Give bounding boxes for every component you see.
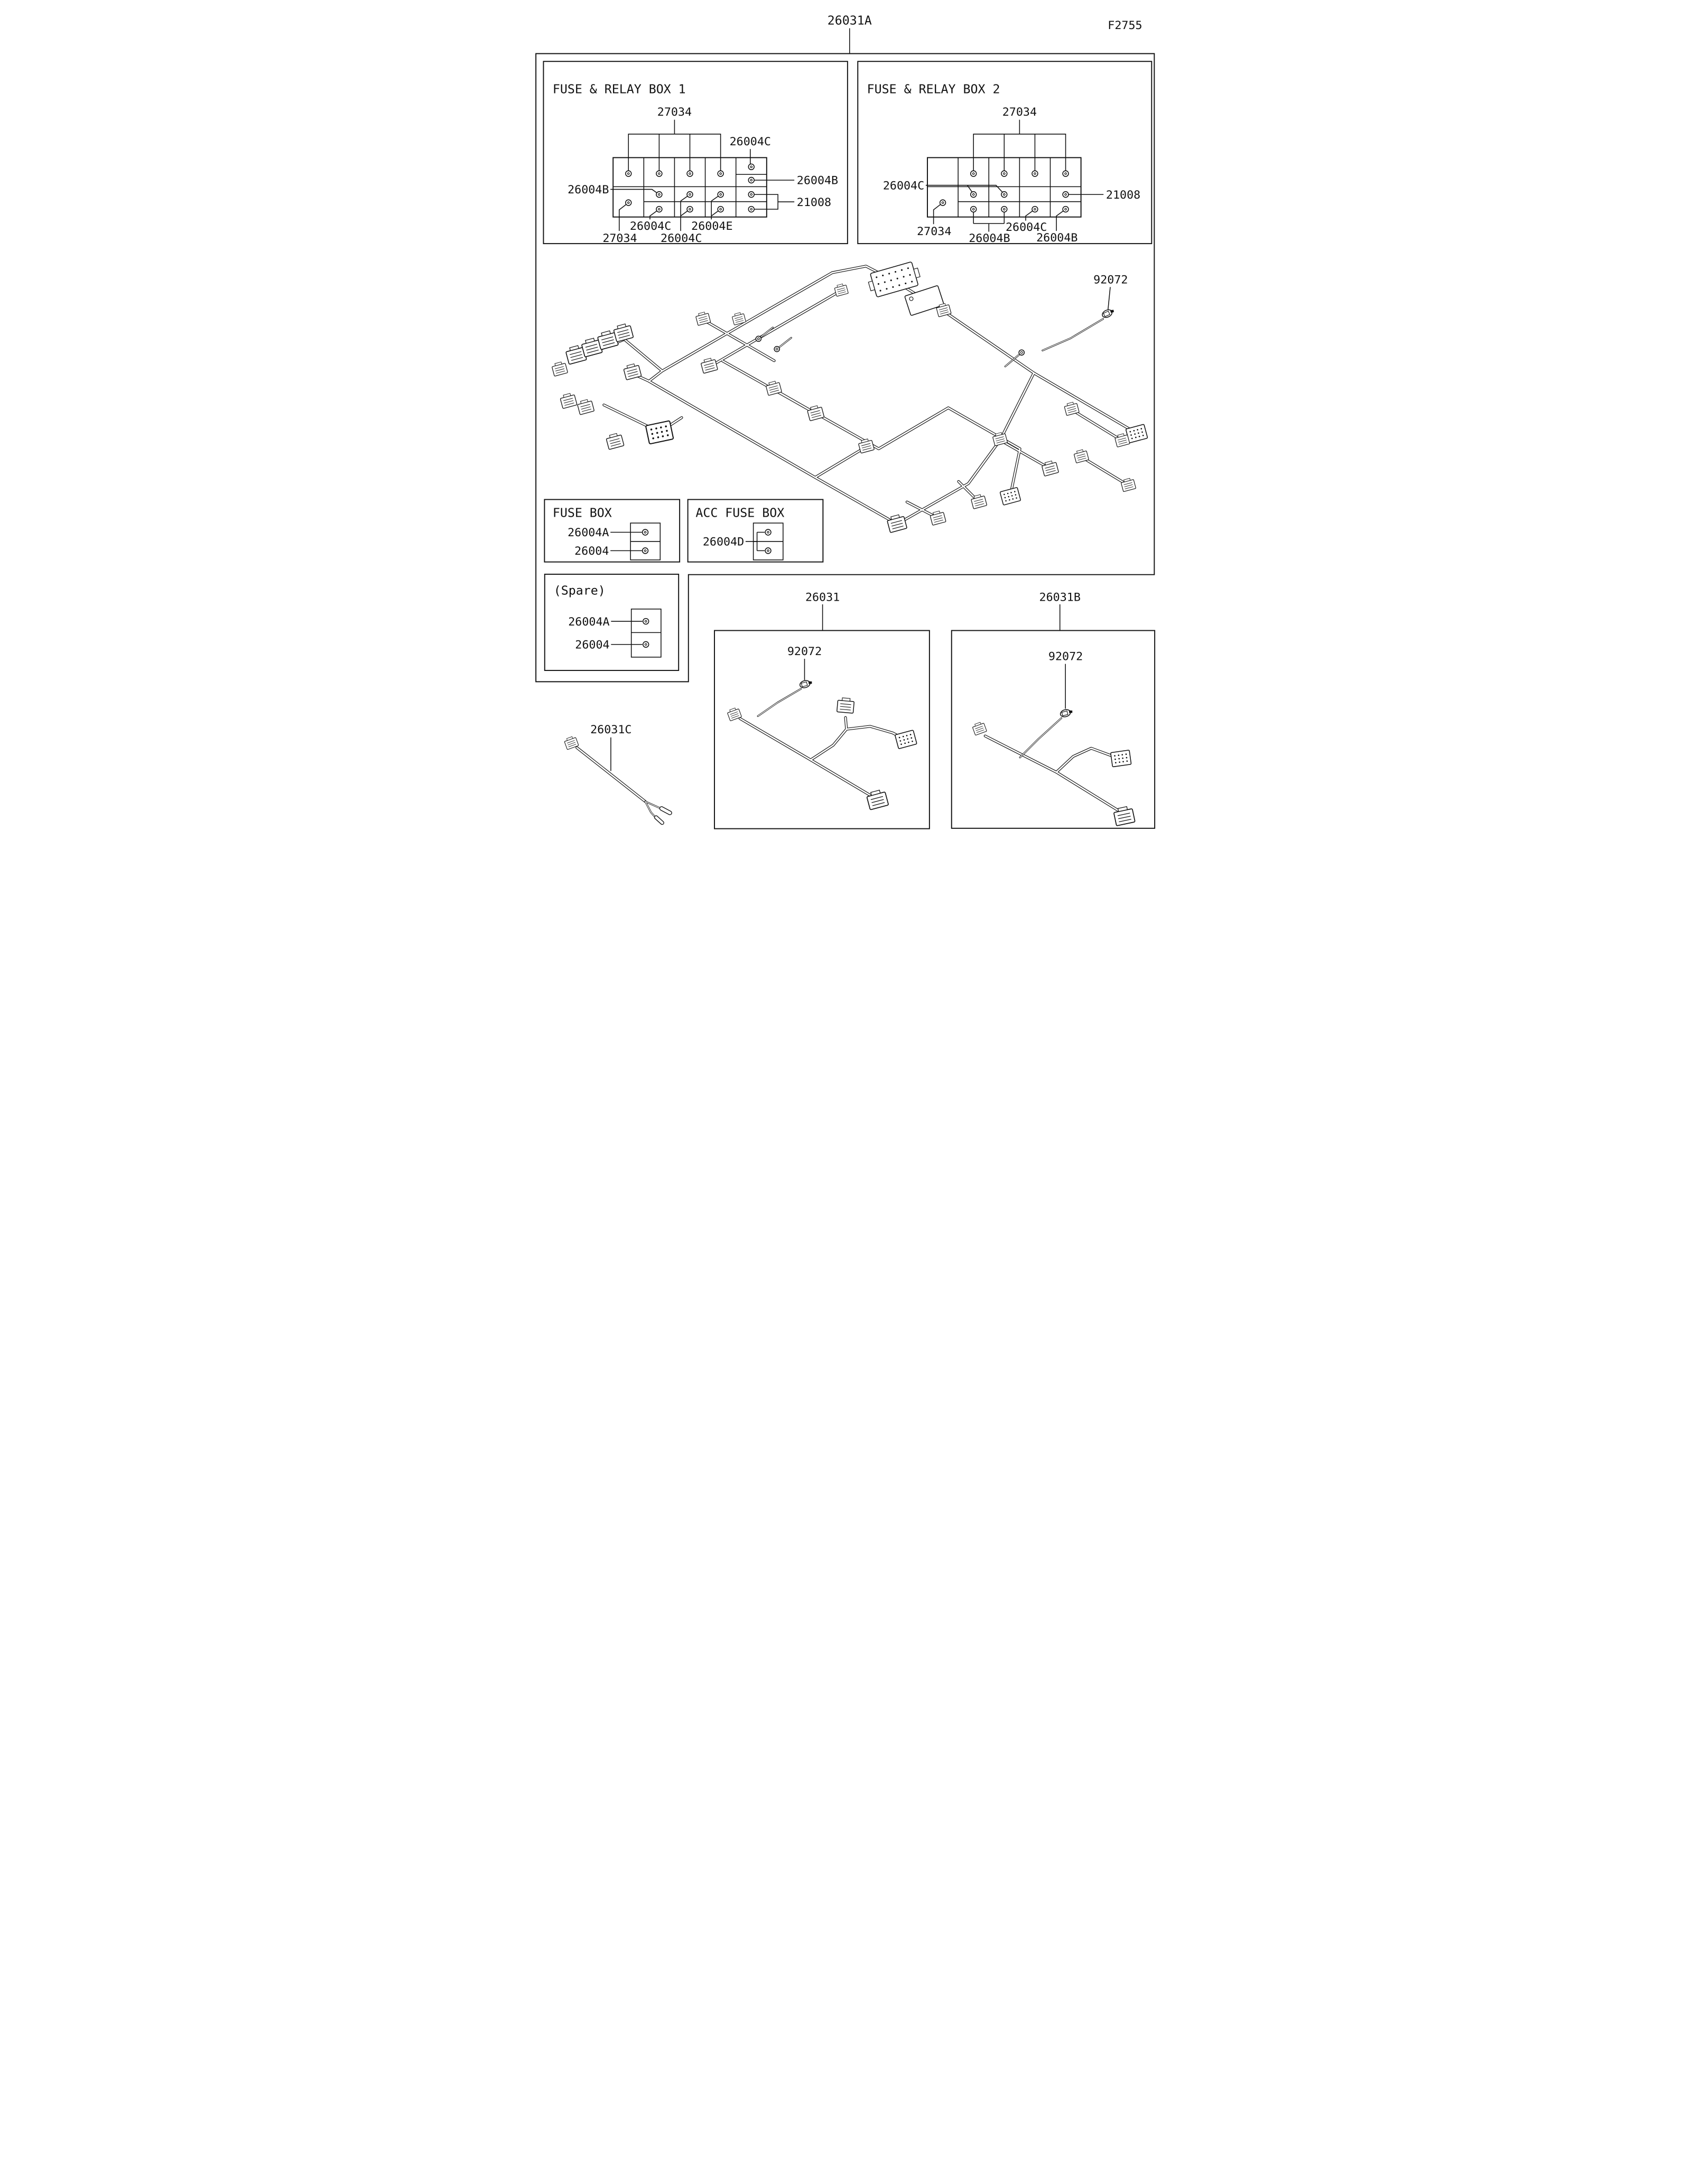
part-label-21008-box2: 21008 — [1105, 188, 1141, 202]
connector-icon — [895, 730, 917, 749]
part-label-26031c: 26031C — [590, 723, 632, 737]
acc-fuse-box-title: ACC FUSE BOX — [695, 506, 785, 520]
part-label-27034-top-box1: 27034 — [657, 105, 692, 119]
part-label-26004c-bot2-box1: 26004C — [661, 232, 702, 246]
fuse-relay-box-1 — [543, 61, 847, 245]
part-label-92072-main: 92072 — [1093, 273, 1128, 287]
leader-27034-bot-box2 — [934, 203, 943, 225]
part-label-26004b-right-box2: 26004B — [1036, 231, 1078, 245]
leader-26004b-right-box2 — [1056, 209, 1065, 231]
fuse-relay-box-2 — [858, 61, 1151, 245]
spare-box — [545, 574, 679, 670]
box1-title: FUSE & RELAY BOX 1 — [552, 82, 686, 97]
sub-harness-26031 — [714, 591, 930, 828]
harness-connectors — [551, 283, 1147, 533]
figure-code: F2755 — [1108, 19, 1142, 33]
part-label-26004d: 26004D — [702, 535, 745, 549]
part-label-21008-box1: 21008 — [796, 195, 832, 209]
sub-harness-26031b — [952, 591, 1155, 828]
bullet-terminal-icon — [659, 806, 672, 816]
part-label-27034-bot-box2: 27034 — [917, 225, 952, 238]
cable-tie-icon-26031b — [1060, 708, 1073, 718]
part-label-26004-fusebox: 26004 — [574, 545, 609, 558]
spare-box-cells — [631, 609, 661, 657]
box2-terminals — [940, 171, 1069, 212]
leader-92072-main — [1108, 287, 1110, 310]
part-label-26004c-top-box1: 26004C — [729, 135, 771, 149]
part-label-26004b-left-box1: 26004B — [568, 183, 609, 197]
part-label-26004e-box1: 26004E — [691, 219, 733, 233]
cable-tie-icon-26031 — [799, 679, 813, 689]
part-label-26031a: 26031A — [827, 13, 872, 28]
main-harness-drawing — [551, 260, 1147, 819]
part-label-26004c-bot1-box1: 26004C — [629, 219, 672, 233]
box2-title: FUSE & RELAY BOX 2 — [867, 82, 1000, 97]
part-label-27034-top-box2: 27034 — [1002, 105, 1037, 119]
part-label-92072-26031b: 92072 — [1048, 650, 1083, 664]
part-label-26004b-right-box1: 26004B — [796, 174, 839, 188]
part-label-26031: 26031 — [805, 591, 840, 604]
part-label-26004c-bot-box2: 26004C — [1005, 221, 1047, 235]
part-label-26004-spare: 26004 — [575, 638, 610, 652]
connector-icon — [837, 697, 854, 713]
bullet-terminal-icon — [654, 815, 664, 825]
part-label-26004a-spare: 26004A — [568, 615, 610, 629]
connector-icon — [972, 721, 987, 735]
part-label-26004a-fusebox: 26004A — [568, 526, 609, 540]
sub-harness-26031c — [564, 723, 673, 825]
box1-terminals — [626, 164, 754, 212]
leader-26004b-left-box1 — [610, 189, 659, 194]
part-label-26004c-left-box2: 26004C — [882, 179, 925, 193]
spare-box-title: (Spare) — [553, 583, 606, 598]
harness-thin-wires — [645, 319, 1103, 819]
part-label-27034-bot-box1: 27034 — [602, 232, 637, 246]
connector-icon — [866, 789, 889, 810]
parts-diagram-page — [518, 0, 1173, 846]
acc-fuse-box — [688, 499, 823, 562]
fuse-box — [544, 499, 680, 562]
connector-icon — [1111, 750, 1131, 767]
leader-26004c-bot2-box1 — [681, 194, 690, 231]
part-label-26004b-center-box2: 26004B — [969, 232, 1010, 246]
part-label-92072-26031: 92072 — [787, 645, 822, 658]
fuse-box-title: FUSE BOX — [552, 506, 612, 520]
h26031-frame — [714, 630, 930, 828]
wiring-harness-diagram — [518, 0, 1173, 846]
part-label-26031b: 26031B — [1039, 591, 1081, 604]
